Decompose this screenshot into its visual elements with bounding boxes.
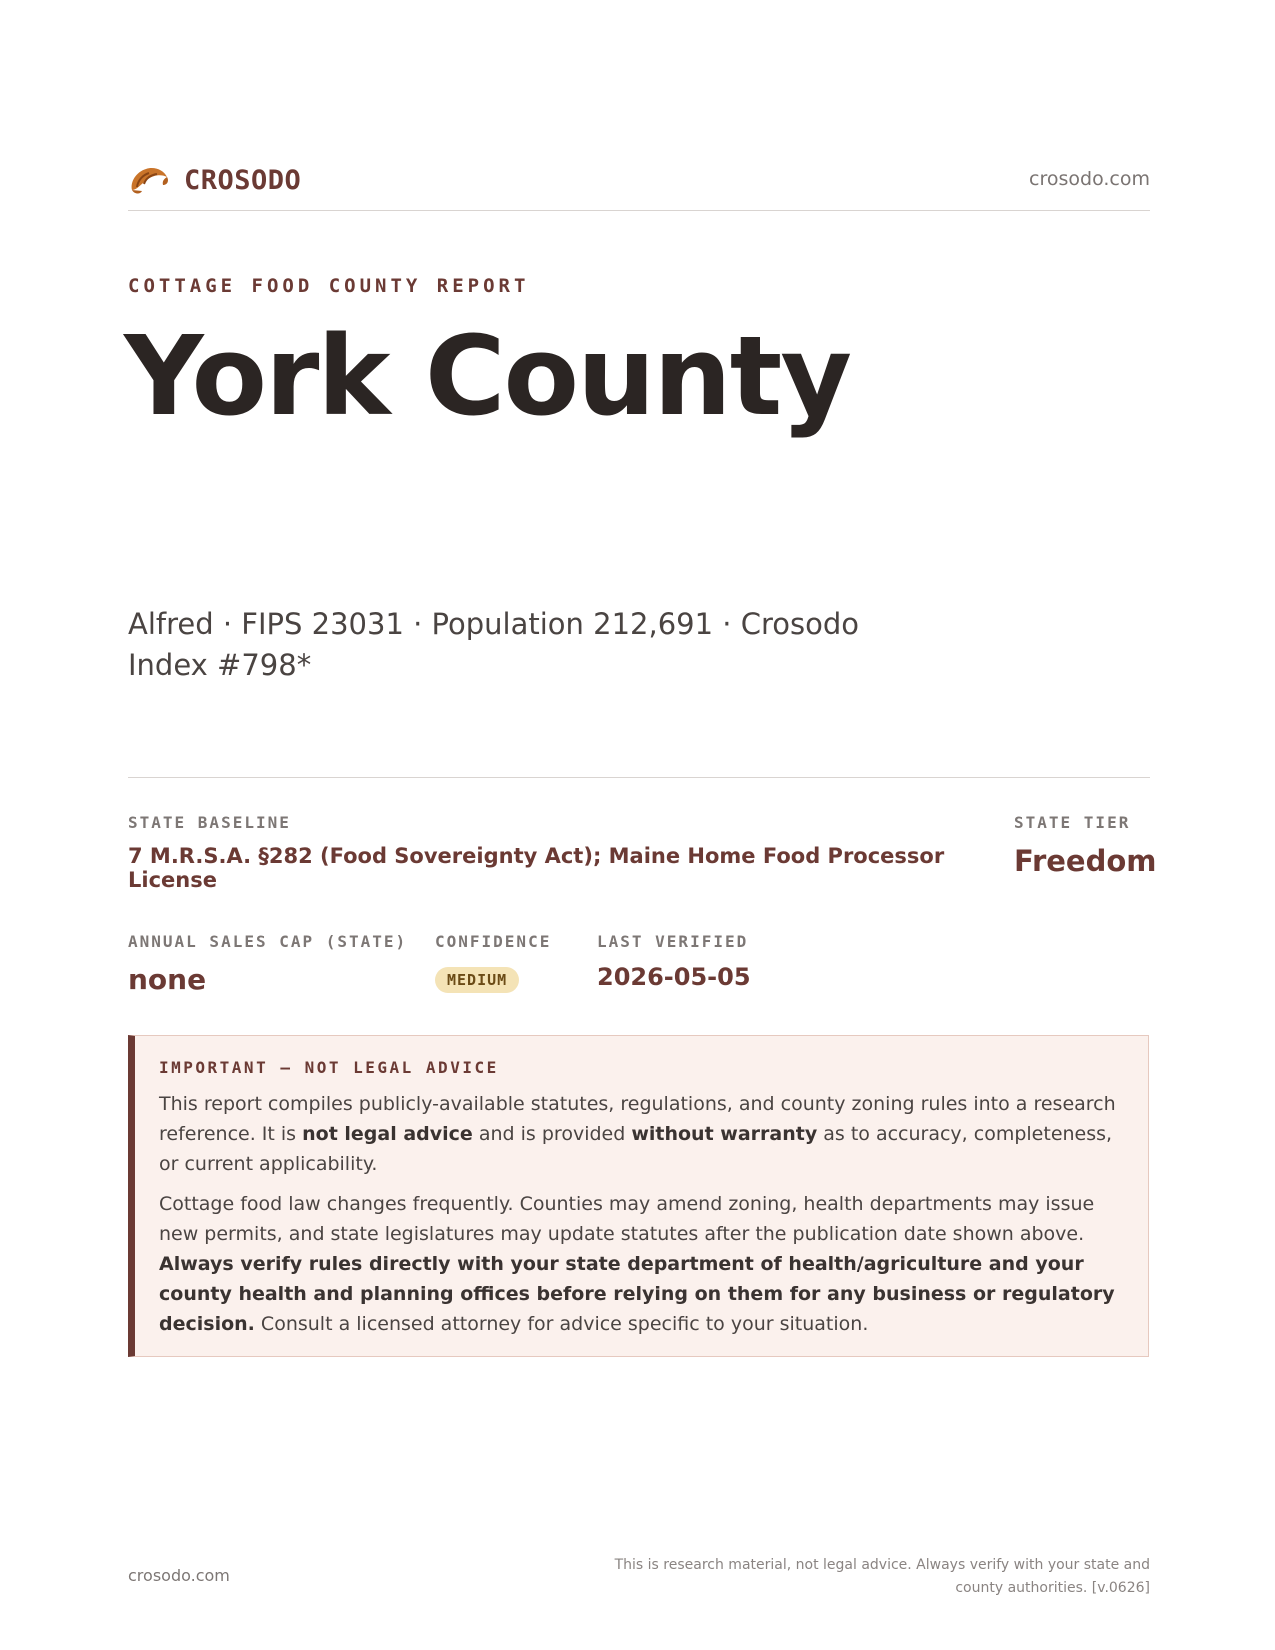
report-page xyxy=(124,0,1157,1650)
croissant-icon xyxy=(128,160,170,200)
state-baseline-field xyxy=(128,813,968,892)
footer-disclaimer: This is research material, not legal advice. Always verify with your state and county authorities. [v.0626] xyxy=(614,1557,1150,1596)
notice-text: and is provided xyxy=(472,1123,632,1145)
state-tier-value: Freedom xyxy=(1014,844,1157,878)
brand xyxy=(128,160,301,200)
legal-notice-paragraph-2 xyxy=(159,1189,1122,1339)
notice-text: Consult a licensed attorney for advice specific to your situation. xyxy=(254,1313,869,1335)
state-baseline-label: STATE BASELINE xyxy=(128,813,291,832)
annual-sales-cap-label: ANNUAL SALES CAP (STATE) xyxy=(128,932,408,951)
notice-emphasis: not legal advice xyxy=(302,1123,473,1145)
notice-text: as to accuracy, completeness, or current applicability. xyxy=(159,1123,1113,1175)
annual-sales-cap-field xyxy=(128,932,407,996)
page-title: York County xyxy=(124,312,851,440)
state-tier-field xyxy=(1014,813,1157,878)
header-url[interactable]: crosodo.com xyxy=(1029,168,1150,190)
last-verified-label: LAST VERIFIED xyxy=(597,932,749,951)
legal-notice-title: IMPORTANT — NOT LEGAL ADVICE xyxy=(159,1058,499,1077)
legal-notice-paragraph-1 xyxy=(159,1089,1122,1179)
report-eyebrow: COTTAGE FOOD COUNTY REPORT xyxy=(128,275,530,297)
confidence-badge: MEDIUM xyxy=(435,967,519,993)
legal-notice xyxy=(128,1035,1149,1357)
confidence-field xyxy=(435,932,551,993)
last-verified-field xyxy=(597,932,751,991)
notice-text: This report compiles publicly-available statutes, regulations, and county zoning rules into a research reference. It is xyxy=(159,1093,1116,1145)
section-divider xyxy=(128,777,1150,778)
state-tier-label: STATE TIER xyxy=(1014,813,1131,832)
page-header xyxy=(128,158,1150,211)
state-baseline-value: 7 M.R.S.A. §282 (Food Sovereignty Act); Maine Home Food Processor License xyxy=(128,844,945,892)
notice-text: Cottage food law changes frequently. Counties may amend zoning, health departments may issue new permits, and state legislatures may update statutes after the publication date shown above. xyxy=(159,1193,1095,1245)
brand-name: CROSODO xyxy=(184,164,302,196)
county-summary: Alfred · FIPS 23031 · Population 212,691 · Crosodo Index #798* xyxy=(128,607,859,682)
confidence-label: CONFIDENCE xyxy=(435,932,552,951)
annual-sales-cap-value: none xyxy=(128,963,207,996)
notice-emphasis: without warranty xyxy=(631,1123,818,1145)
footer-url[interactable]: crosodo.com xyxy=(128,1566,230,1585)
last-verified-value: 2026-05-05 xyxy=(597,963,751,991)
notice-emphasis: Always verify rules directly with your state department of health/agriculture and your county health and planning offices before relying on them for any business or regulatory decision. xyxy=(159,1253,1115,1335)
